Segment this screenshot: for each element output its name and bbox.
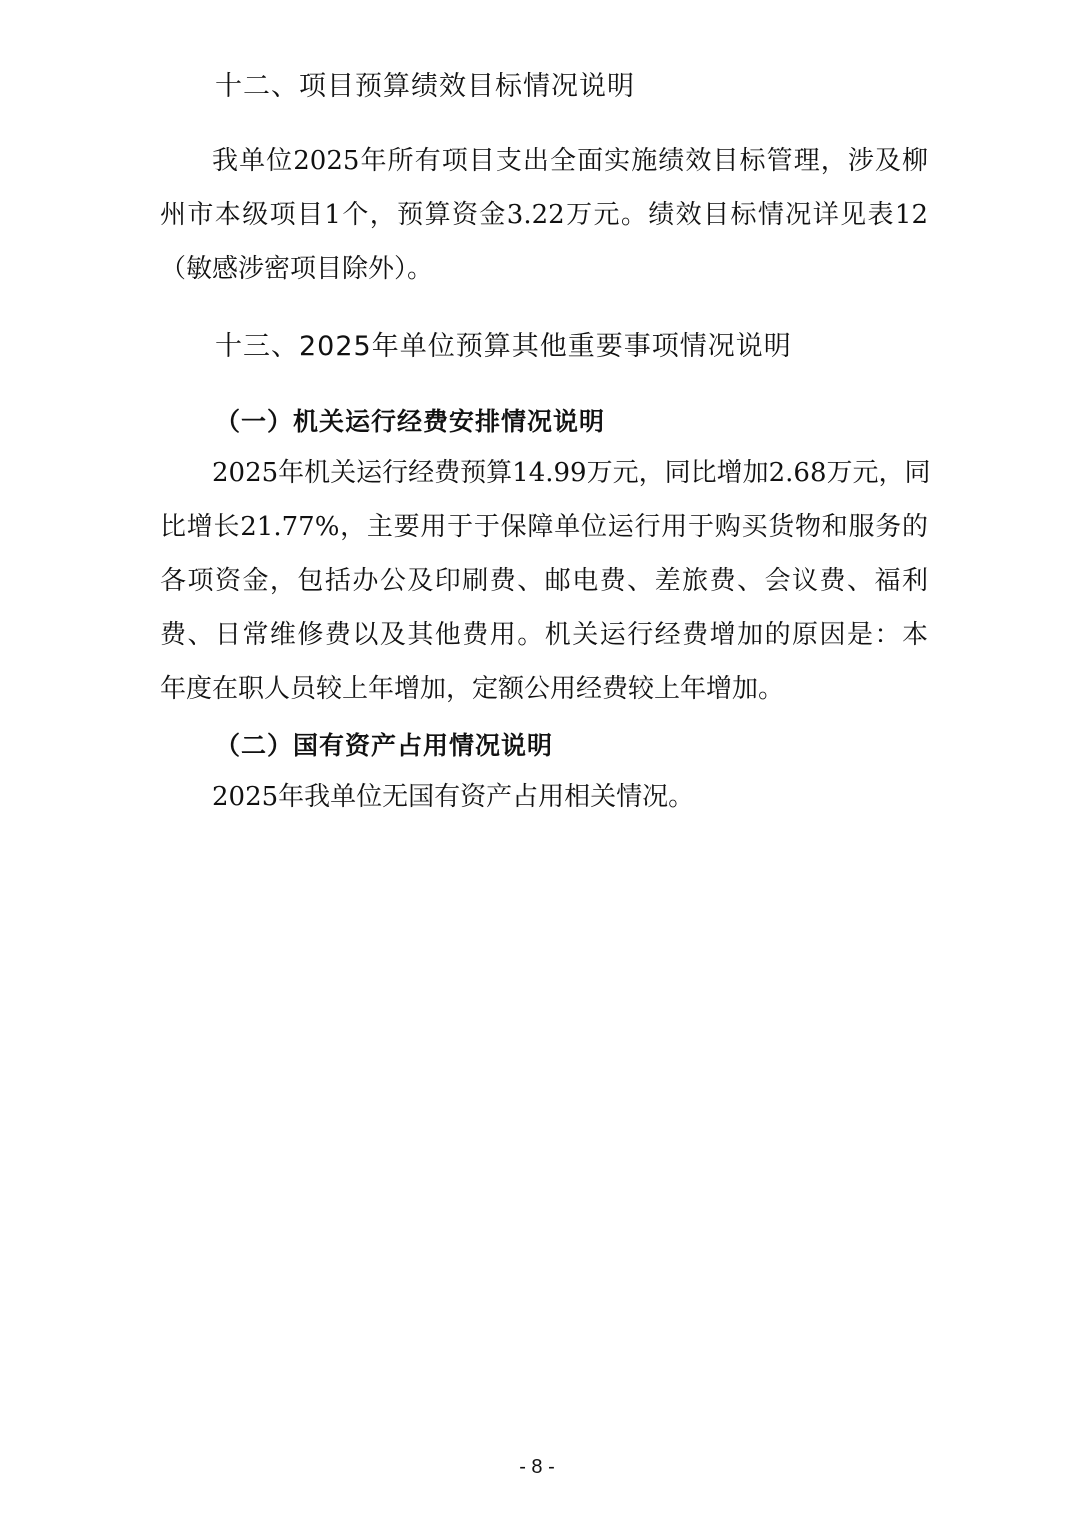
paragraph-line: （敏感涉密项目除外）。 (160, 254, 434, 284)
section-12-paragraph (160, 134, 928, 296)
paragraph-line: 2025年我单位无国有资产占用相关情况。 (212, 782, 695, 812)
subsection-2-heading: （二）国有资产占用情况说明 (215, 731, 554, 760)
section-12-heading: 十二、项目预算绩效目标情况说明 (215, 71, 635, 102)
paragraph-line: 各项资金，包括办公及印刷费、邮电费、差旅费、会议费、福利 (160, 566, 928, 596)
paragraph-line: 年度在职人员较上年增加，定额公用经费较上年增加。 (160, 674, 785, 704)
paragraph-line: 我单位2025年所有项目支出全面实施绩效目标管理，涉及柳 (212, 146, 928, 176)
paragraph-line: 2025年机关运行经费预算14.99万元，同比增加2.68万元，同 (212, 458, 931, 488)
paragraph-line: 费、日常维修费以及其他费用。机关运行经费增加的原因是：本 (160, 620, 928, 650)
section-13-heading: 十三、2025年单位预算其他重要事项情况说明 (215, 331, 792, 362)
paragraph-line: 州市本级项目1个，预算资金3.22万元。绩效目标情况详见表12 (160, 200, 928, 230)
subsection-2-paragraph (160, 770, 928, 824)
subsection-1-paragraph (160, 446, 931, 716)
page-number: - 8 - (519, 1456, 555, 1478)
paragraph-line: 比增长21.77%，主要用于于保障单位运行用于购买货物和服务的 (160, 512, 928, 542)
subsection-1-heading: （一）机关运行经费安排情况说明 (215, 407, 606, 436)
